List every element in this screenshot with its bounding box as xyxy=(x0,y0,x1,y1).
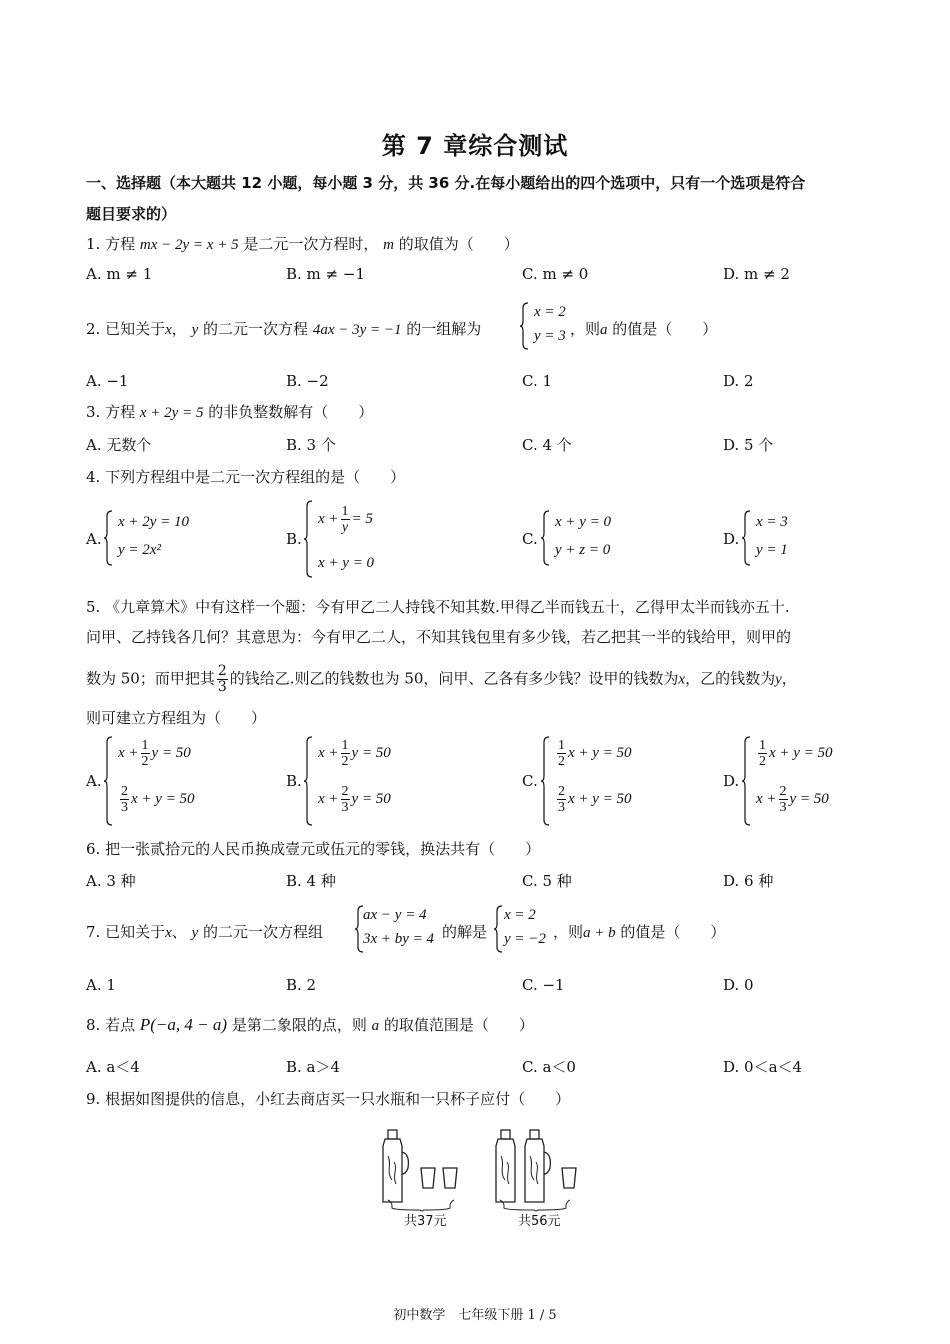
brace-icon xyxy=(520,302,530,350)
question-7-mid: 的解是 xyxy=(442,923,488,941)
q7-option-b[interactable]: B. 2 xyxy=(286,976,317,994)
q7-solution-system: x = 2 y = −2 xyxy=(494,905,564,953)
right-total-label: 共56元 xyxy=(518,1214,561,1229)
section-heading-cont: 题目要求的） xyxy=(86,205,177,223)
q3-option-d[interactable]: D. 5 个 xyxy=(723,436,774,454)
question-6: 6. 把一张贰拾元的人民币换成壹元或伍元的零钱，换法共有（ ） xyxy=(86,840,541,858)
q8-option-a[interactable]: A. a＜4 xyxy=(86,1058,140,1076)
left-total-label: 共37元 xyxy=(404,1214,447,1229)
brace-icon xyxy=(304,500,314,578)
question-8: 8. 若点 P(−a, 4 − a) 是第二象限的点，则 a 的取值范围是（ ） xyxy=(86,1015,534,1034)
q2-solution-system: x = 2 y = 3 xyxy=(520,302,580,350)
question-5-line2: 问甲、乙持钱各几何？其意思为：今有甲乙二人，不知其钱包里有多少钱，若乙把其一半的钱给甲，则甲的 xyxy=(86,628,792,646)
q3-option-c[interactable]: C. 4 个 xyxy=(522,436,572,454)
q2-option-c[interactable]: C. 1 xyxy=(522,372,553,390)
question-9: 9. 根据如图提供的信息，小红去商店买一只水瓶和一只杯子应付（ ） xyxy=(86,1090,571,1108)
q5-option-d-system: $\frac{1}{2}$ x + y = 50 x + $\frac{2}{3}$ y = 50 xyxy=(742,736,862,826)
brace-icon xyxy=(104,510,114,566)
brace-icon xyxy=(742,510,752,566)
q4-option-a-system: x + 2y = 10 y = 2x² xyxy=(104,510,214,566)
q1-option-b[interactable]: B. m ≠ −1 xyxy=(286,265,365,283)
q8-option-b[interactable]: B. a＞4 xyxy=(286,1058,341,1076)
q6-option-d[interactable]: D. 6 种 xyxy=(723,872,774,890)
q6-option-b[interactable]: B. 4 种 xyxy=(286,872,336,890)
q4-option-d-label[interactable]: D. xyxy=(723,530,740,548)
q5-option-a-system: x + $\frac{1}{2}$ y = 50 $\frac{2}{3}$ x + y = 50 xyxy=(104,736,224,826)
brace-icon xyxy=(541,736,551,826)
q4-option-a-label[interactable]: A. xyxy=(86,530,102,548)
q7-option-a[interactable]: A. 1 xyxy=(86,976,116,994)
question-3: 3. 方程 x + 2y = 5 的非负整数解有（ ） xyxy=(86,403,374,421)
q5-option-b-system: x + $\frac{1}{2}$ y = 50 x + $\frac{2}{3}$ y = 50 xyxy=(304,736,424,826)
question-1: 1. 方程 mx − 2y = x + 5 是二元一次方程时， m 的取值为（ ） xyxy=(86,235,519,253)
q4-option-c-label[interactable]: C. xyxy=(522,530,538,548)
q4-option-b-system: x + $\frac{1}{y}$ = 5 x + y = 0 xyxy=(304,500,404,578)
q6-option-a[interactable]: A. 3 种 xyxy=(86,872,136,890)
q5-option-d-label[interactable]: D. xyxy=(723,772,740,790)
q5-option-c-label[interactable]: C. xyxy=(522,772,538,790)
page-footer: 初中数学 七年级下册 1 / 5 xyxy=(393,1308,557,1323)
q5-option-b-label[interactable]: B. xyxy=(286,772,302,790)
question-7-cont: ，则a + b 的值是（ ） xyxy=(553,923,726,941)
q2-option-b[interactable]: B. −2 xyxy=(286,372,329,390)
q2-option-a[interactable]: A. −1 xyxy=(86,372,129,390)
question-5-line1: 5. 《九章算术》中有这样一个题：今有甲乙二人持钱不知其数.甲得乙半而钱五十，乙得甲太半而钱亦五十. xyxy=(86,598,790,616)
q7-option-d[interactable]: D. 0 xyxy=(723,976,754,994)
brace-icon xyxy=(304,736,314,826)
brace-icon xyxy=(104,736,114,826)
q8-option-d[interactable]: D. 0＜a＜4 xyxy=(723,1058,803,1076)
q4-option-d-system: x = 3 y = 1 xyxy=(742,510,812,566)
q2-option-d[interactable]: D. 2 xyxy=(723,372,754,390)
question-2: 2. 已知关于x， y 的二元一次方程 4ax − 3y = −1 的一组解为 xyxy=(86,320,482,338)
q1-option-d[interactable]: D. m ≠ 2 xyxy=(723,265,790,283)
q3-option-a[interactable]: A. 无数个 xyxy=(86,436,152,454)
section-heading: 一、选择题（本大题共 12 小题，每小题 3 分，共 36 分.在每小题给出的四个选项中，只有一个选项是符合 xyxy=(86,174,806,192)
q5-option-a-label[interactable]: A. xyxy=(86,772,102,790)
question-7: 7. 已知关于x、 y 的二元一次方程组 xyxy=(86,923,324,941)
brace-icon xyxy=(541,510,551,566)
page-title: 第 7 章综合测试 xyxy=(381,132,569,160)
brace-icon xyxy=(494,905,504,953)
q1-option-a[interactable]: A. m ≠ 1 xyxy=(86,265,153,283)
question-2-cont: ，则a 的值是（ ） xyxy=(570,320,718,338)
bottles-cups-figure xyxy=(372,1120,584,1230)
q7-equation-system: ax − y = 4 3x + by = 4 xyxy=(355,905,445,953)
question-5-line3: 数为 50；而甲把其 $\frac{2}{3}$ 的钱给乙.则乙的钱数也为 50，问甲、乙各有多少钱？设甲的钱数为x，乙的钱数为y， xyxy=(86,663,797,695)
q7-option-c[interactable]: C. −1 xyxy=(522,976,565,994)
q4-option-c-system: x + y = 0 y + z = 0 xyxy=(541,510,641,566)
q1-option-c[interactable]: C. m ≠ 0 xyxy=(522,265,589,283)
question-5-line4: 则可建立方程组为（ ） xyxy=(86,709,267,727)
q8-option-c[interactable]: C. a＜0 xyxy=(522,1058,576,1076)
q3-option-b[interactable]: B. 3 个 xyxy=(286,436,336,454)
q5-option-c-system: $\frac{1}{2}$ x + y = 50 $\frac{2}{3}$ x + y = 50 xyxy=(541,736,661,826)
q6-option-c[interactable]: C. 5 种 xyxy=(522,872,572,890)
question-4: 4. 下列方程组中是二元一次方程组的是（ ） xyxy=(86,468,406,486)
brace-icon xyxy=(742,736,752,826)
q4-option-b-label[interactable]: B. xyxy=(286,530,302,548)
